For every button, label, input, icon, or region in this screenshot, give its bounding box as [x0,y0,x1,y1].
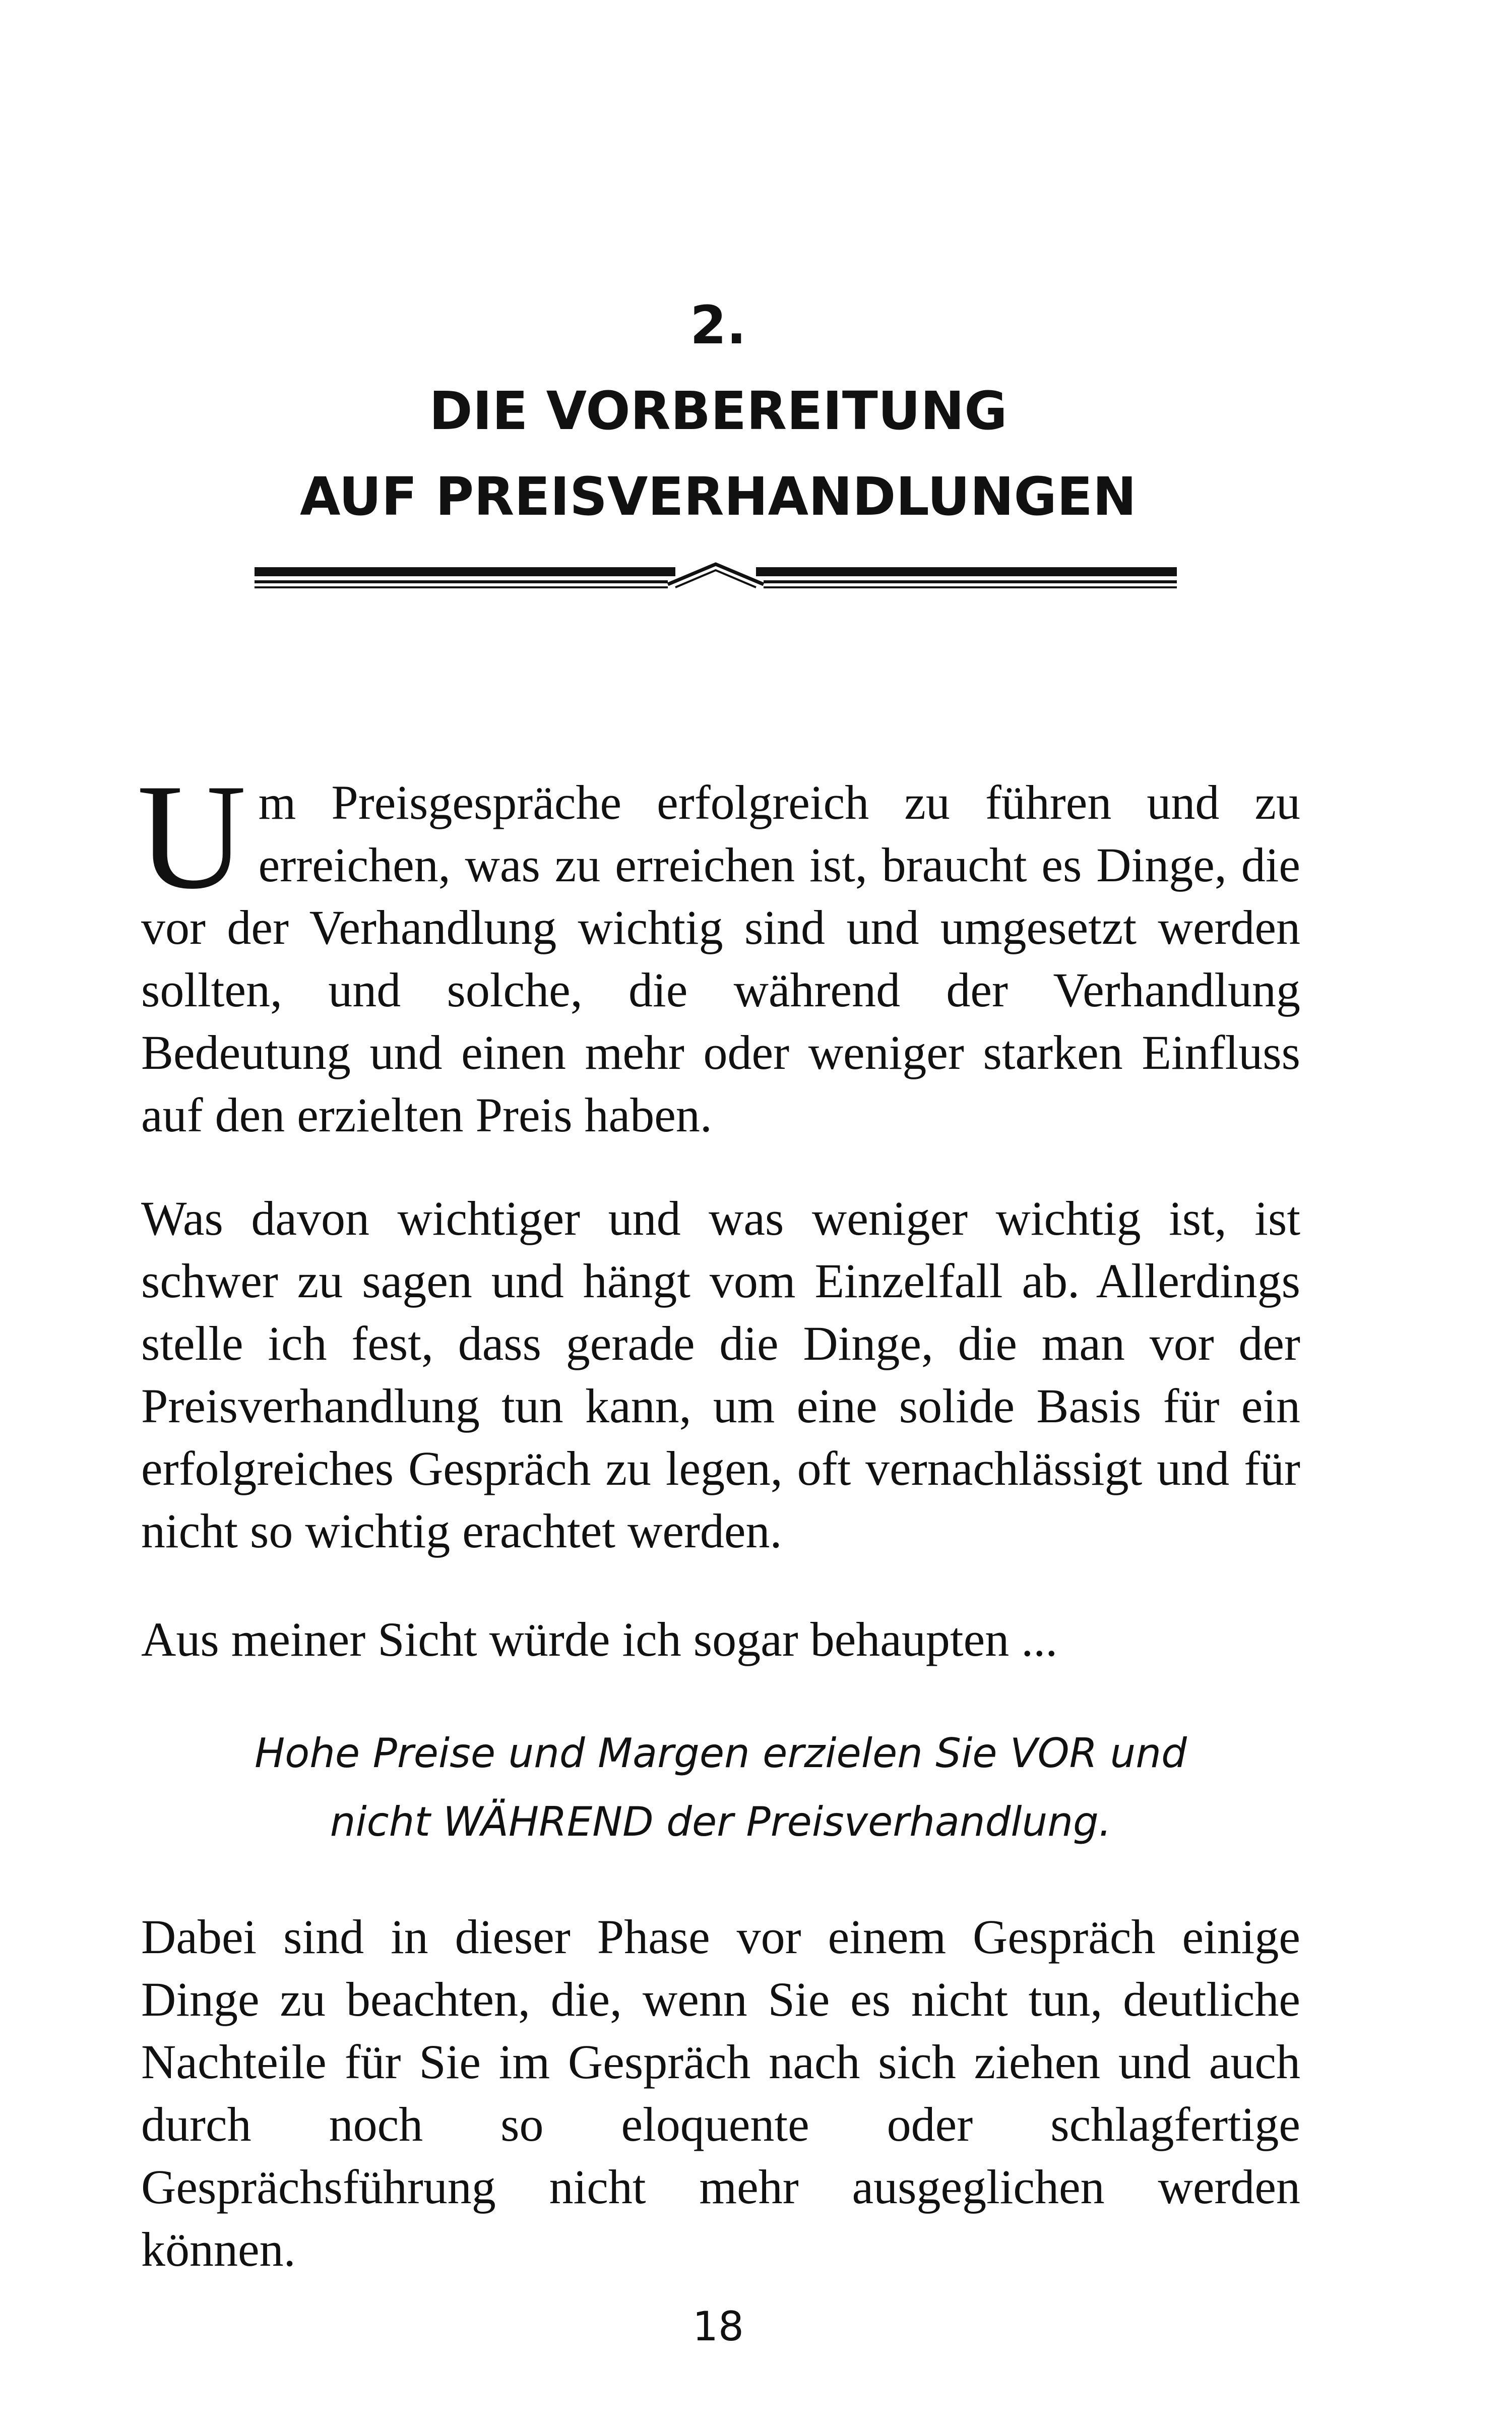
chapter-title-line-2: AUF PREISVERHANDLUNGEN [300,466,1137,527]
quote-line-1: Hohe Preise und Margen erzielen Sie VOR und [255,1730,1187,1777]
chapter-number: 2. [690,294,746,356]
chapter-title-line-1: DIE VORBEREITUNG [429,380,1007,442]
decorative-divider [255,557,1177,602]
paragraph-1-text: m Preisgespräche erfolgreich zu führen und zu erreichen, was zu erreichen ist, braucht es Dinge, die vor der Verhandlung wichtig sind und umgesetzt werden sollten, und solche, die während der Verhandlung Bedeutung und einen mehr oder weniger starken Einfluss auf den erzielten Preis haben. [141,775,1300,1142]
paragraph-3-text: Aus meiner Sicht würde ich sogar behaupten ... [141,1612,1058,1666]
drop-cap: U [137,753,246,920]
paragraph-4 [141,1906,1300,2281]
highlighted-quote [141,1719,1300,1856]
chapter-heading [0,282,1436,539]
page-number: 18 [692,2303,744,2350]
paragraph-2 [141,1187,1300,1562]
paragraph-2-text: Was davon wichtiger und was weniger wichtig ist, ist schwer zu sagen und hängt vom Einzelfall ab. Allerdings stelle ich fest, dass gerade die Dinge, die man vor der Preisverhandlung tun kann, um eine solide Basis für ein erfolgreiches Gespräch zu legen, oft vernachlässigt und für nicht so wichtig erachtet werden. [141,1191,1300,1558]
paragraph-1 [137,753,1300,1146]
paragraph-3 [141,1608,1300,1671]
quote-line-2: nicht WÄHREND der Preisverhandlung. [330,1798,1112,1845]
paragraph-4-text: Dabei sind in dieser Phase vor einem Gespräch einige Dinge zu beachten, die, wenn Sie es nicht tun, deutliche Nachteile für Sie im Gespräch nach sich ziehen und auch durch noch so eloquente oder schlagfertige Gesprächsführung nicht mehr ausgeglichen werden können. [141,1910,1300,2276]
